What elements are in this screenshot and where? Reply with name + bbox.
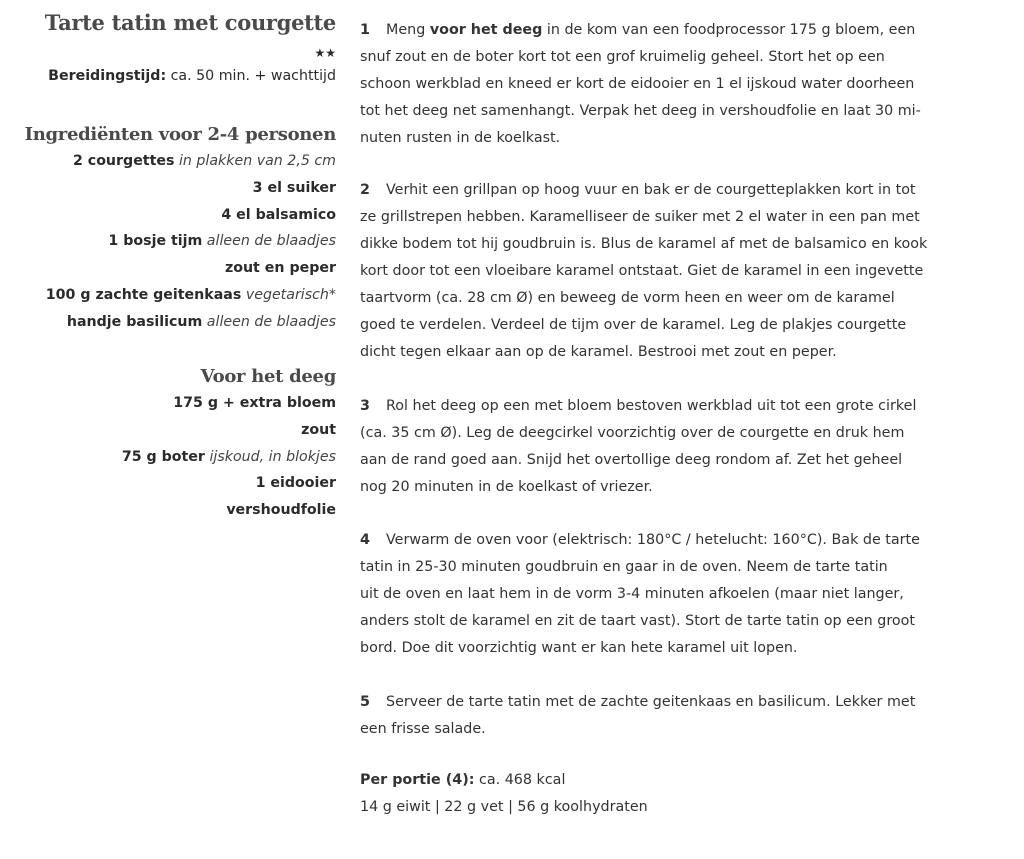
difficulty-stars: ★★: [314, 46, 336, 60]
nutrition-label: Per portie (4):: [360, 772, 475, 788]
step-1-line: [360, 101, 921, 121]
step-4-line: [360, 584, 904, 604]
ingredient-item: [173, 393, 336, 413]
prep-label: Bereidingstijd:: [48, 68, 167, 84]
step-text: anders stolt de karamel en zit de taart vast). Stort de tarte tatin op een groot: [360, 613, 916, 629]
step-text: goed te verdelen. Verdeel de tijm over de karamel. Leg de plakjes courgette: [360, 317, 907, 333]
step-text: Verwarm de oven voor (elektrisch: 180°C / hetelucht: 160°C). Bak de tarte: [386, 532, 920, 548]
ingredient-name: vershoudfolie: [226, 502, 336, 519]
bold-text: voor het deeg: [429, 22, 543, 38]
step-2-line: [360, 261, 923, 281]
step-2-line: [360, 234, 927, 254]
ingredient-item: [67, 312, 336, 332]
step-text: nog 20 minuten in de koelkast of vriezer.: [360, 479, 653, 495]
step-4-line: [360, 557, 888, 577]
ingredient-name: zout: [301, 421, 336, 438]
ingredient-item: [122, 447, 336, 467]
ingredient-note: in plakken van 2,5 cm: [174, 153, 336, 169]
ingredient-item: [73, 151, 336, 171]
step-text: schoon werkblad en kneed er kort de eidooier en 1 el ijskoud water doorheen: [360, 76, 915, 92]
step-text: bord. Doe dit voorzichtig want er kan hete karamel uit lopen.: [360, 640, 798, 656]
step-text: Serveer de tarte tatin met de zachte geitenkaas en basilicum. Lekker met: [386, 694, 916, 710]
ingredient-item: [226, 500, 336, 520]
ingredient-note: ijskoud, in blokjes: [204, 448, 336, 465]
step-2-line: [360, 315, 906, 335]
step-text: tot het deeg net samenhangt. Verpak het deeg in vershoudfolie en laat 30 mi-: [360, 103, 921, 119]
step-text: in de kom van een foodprocessor 175 g bloem, een: [542, 22, 916, 38]
ingredient-name: 100 g zachte geitenkaas: [45, 287, 242, 303]
step-text: dikke bodem tot hij goudbruin is. Blus de karamel af met de balsamico en kook: [360, 236, 928, 252]
step-3-line: [360, 477, 653, 497]
step-5-line: [360, 692, 915, 712]
step-2-line: [360, 207, 920, 227]
step-text: dicht tegen elkaar aan op de karamel. Bestrooi met zout en peper.: [360, 344, 837, 360]
dough-heading: Voor het deeg: [200, 366, 336, 387]
ingredient-item: [225, 258, 336, 278]
prep-value: ca. 50 min. + wachttijd: [166, 68, 336, 84]
nutrition-kcal: ca. 468 kcal: [474, 772, 566, 788]
step-text: (ca. 35 cm Ø). Leg de deegcirkel voorzichtig over de courgette en druk hem: [360, 425, 905, 441]
step-text: kort door tot een vloeibare karamel ontstaat. Giet de karamel in een ingevette: [360, 263, 924, 279]
nutrition-detail: 14 g eiwit | 22 g vet | 56 g koolhydraten: [360, 799, 648, 815]
ingredient-note: vegetarisch*: [241, 287, 336, 303]
step-2-line: [360, 180, 916, 200]
ingredient-name: 1 eidooier: [255, 475, 336, 492]
step-number: 4: [360, 532, 370, 548]
ingredient-item: [108, 231, 336, 251]
ingredient-item: [221, 205, 336, 225]
step-2-line: [360, 342, 837, 362]
step-text: een frisse salade.: [360, 721, 486, 737]
step-number: 2: [360, 182, 370, 198]
ingredient-name: 3 el suiker: [252, 179, 336, 196]
step-1-line: [360, 47, 885, 67]
ingredient-name: 75 g boter: [121, 448, 205, 465]
ingredient-note: alleen de blaadjes: [202, 313, 336, 330]
step-4-line: [360, 530, 920, 550]
ingredient-name: handje basilicum: [66, 313, 203, 330]
step-1-line: [360, 128, 560, 148]
step-text: nuten rusten in de koelkast.: [360, 130, 561, 146]
step-text: snuf zout en de boter kort tot een grof kruimelig geheel. Stort het op een: [360, 49, 885, 65]
ingredient-item: [253, 178, 336, 198]
step-2-line: [360, 288, 895, 308]
ingredient-item: [46, 285, 336, 305]
step-text: Verhit een grillpan op hoog vuur en bak er de courgetteplakken kort in tot: [386, 182, 916, 198]
ingredient-name: 4 el balsamico: [221, 206, 336, 223]
step-text: Meng: [386, 22, 430, 38]
step-3-line: [360, 423, 904, 443]
step-text: taartvorm (ca. 28 cm Ø) en beweeg de vorm heen en weer om de karamel: [360, 290, 895, 306]
ingredient-name: 2 courgettes: [72, 153, 175, 169]
ingredient-name: zout en peper: [224, 260, 336, 277]
step-text: Rol het deeg op een met bloem bestoven werkblad uit tot een grote cirkel: [386, 398, 917, 414]
nutrition-summary: [360, 770, 565, 790]
step-text: ze grillstrepen hebben. Karamelliseer de suiker met 2 el water in een pan met: [360, 209, 920, 225]
step-1-line: [360, 74, 914, 94]
prep-time: [48, 66, 336, 86]
step-number: 1: [360, 22, 370, 38]
ingredient-name: 175 g + extra bloem: [173, 395, 336, 411]
step-4-line: [360, 611, 915, 631]
ingredients-heading: Ingrediënten voor 2-4 personen: [24, 124, 336, 145]
step-3-line: [360, 450, 902, 470]
step-4-line: [360, 638, 797, 658]
ingredient-item: [256, 473, 336, 493]
step-number: 3: [360, 398, 370, 414]
step-5-line: [360, 719, 486, 739]
recipe-title: Tarte tatin met courgette: [44, 10, 336, 35]
step-text: aan de rand goed aan. Snijd het overtollige deeg rondom af. Zet het geheel: [360, 452, 903, 468]
step-number: 5: [360, 694, 370, 710]
step-1-line: [360, 20, 915, 40]
ingredient-name: 1 bosje tijm: [108, 233, 203, 250]
step-3-line: [360, 396, 916, 416]
ingredient-note: alleen de blaadjes: [202, 233, 336, 250]
step-text: tatin in 25-30 minuten goudbruin en gaar in de oven. Neem de tarte tatin: [360, 559, 888, 575]
ingredient-item: [301, 420, 336, 440]
step-text: uit de oven en laat hem in de vorm 3-4 minuten afkoelen (maar niet langer,: [360, 586, 904, 602]
